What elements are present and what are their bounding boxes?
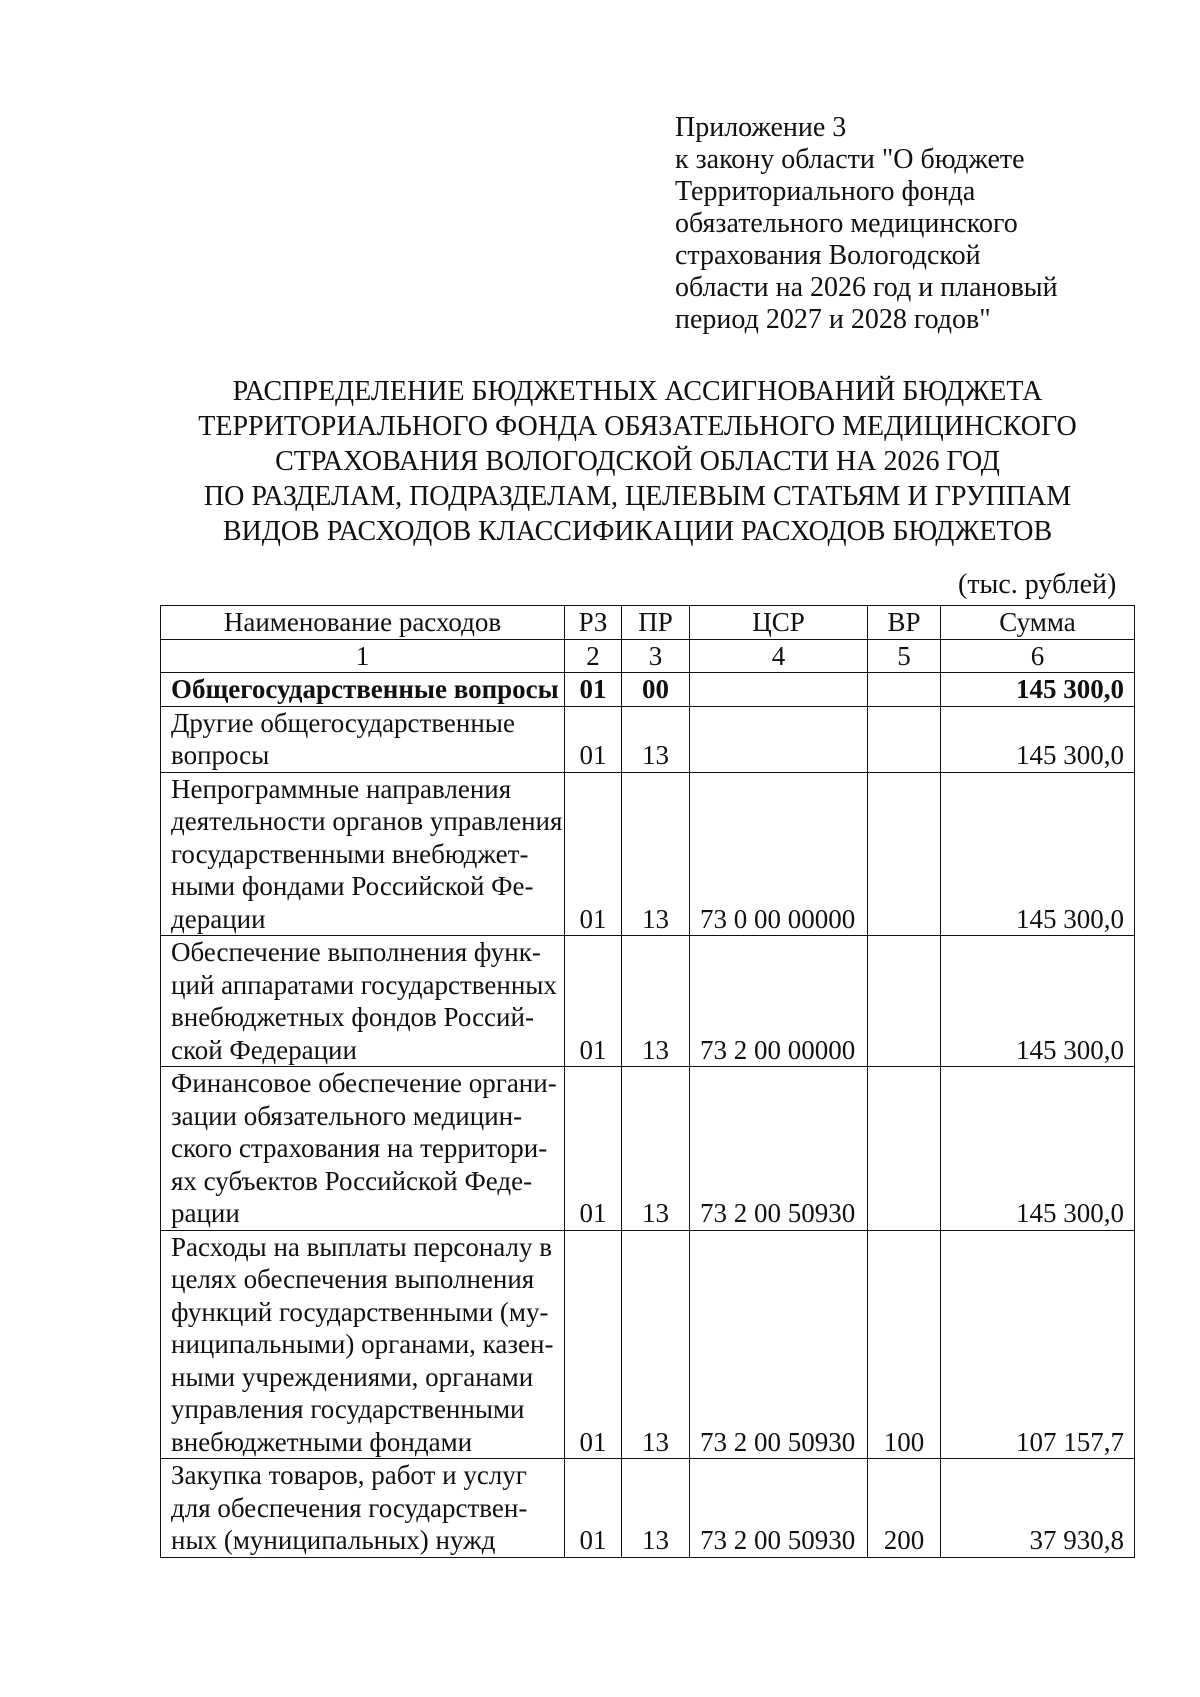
- row-vr: [868, 706, 941, 772]
- row-rz: 01: [565, 673, 622, 707]
- row-pr: 13: [622, 936, 690, 1067]
- row-csr: 73 0 00 00000: [690, 772, 868, 936]
- appendix-note: [675, 112, 1135, 336]
- header-pr: ПР: [622, 606, 690, 640]
- row-name-line: Общегосударственные вопросы: [171, 674, 559, 704]
- row-name-line: Другие общегосударственные: [171, 707, 515, 738]
- row-name-line: функций государственными (му-: [171, 1296, 549, 1327]
- budget-table: [160, 605, 1135, 1558]
- appendix-line: обязательного медицинского: [675, 208, 1018, 239]
- row-pr: 13: [622, 706, 690, 772]
- row-name-line: целях обеспечения выполнения: [171, 1264, 535, 1294]
- row-name-line: Обеспечение выполнения функ-: [171, 937, 541, 967]
- header-name: Наименование расходов: [161, 606, 565, 640]
- row-rz: 01: [565, 1459, 622, 1558]
- row-pr: 13: [622, 772, 690, 936]
- row-rz: 01: [565, 772, 622, 936]
- table-column-numbers-row: [161, 639, 1135, 673]
- table-row: [161, 1230, 1135, 1459]
- document-title: [150, 374, 1125, 549]
- title-line: СТРАХОВАНИЯ ВОЛОГОДСКОЙ ОБЛАСТИ НА 2026 ГОД: [275, 446, 1000, 477]
- row-sum: 145 300,0: [941, 1067, 1135, 1231]
- appendix-line: период 2027 и 2028 годов": [675, 304, 991, 335]
- column-number: 2: [565, 639, 622, 673]
- row-sum: 145 300,0: [941, 772, 1135, 936]
- row-name-line: деятельности органов управления: [171, 806, 563, 836]
- appendix-line: к закону области "О бюджете: [675, 144, 1025, 175]
- row-pr: 13: [622, 1230, 690, 1459]
- row-sum: 145 300,0: [941, 706, 1135, 772]
- row-name-line: Закупка товаров, работ и услуг: [171, 1460, 527, 1490]
- row-name-line: дерации: [171, 903, 266, 934]
- row-name-line: ными фондами Российской Фе-: [171, 871, 534, 901]
- row-pr: 13: [622, 1459, 690, 1558]
- table-header-row: [161, 606, 1135, 640]
- row-name-line: рации: [171, 1198, 240, 1228]
- header-vr: ВР: [868, 606, 941, 640]
- row-name-line: ского страхования на территори-: [171, 1133, 548, 1163]
- row-csr: [690, 673, 868, 707]
- row-vr: 100: [868, 1230, 941, 1459]
- header-rz: РЗ: [565, 606, 622, 640]
- column-number: 6: [941, 639, 1135, 673]
- table-row: [161, 936, 1135, 1067]
- row-vr: [868, 673, 941, 707]
- row-name: [161, 706, 565, 772]
- row-rz: 01: [565, 936, 622, 1067]
- appendix-line: Территориального фонда: [675, 176, 976, 207]
- title-line: ВИДОВ РАСХОДОВ КЛАССИФИКАЦИИ РАСХОДОВ БЮДЖЕТОВ: [222, 516, 1053, 547]
- units-label: (тыс. рублей): [958, 569, 1117, 600]
- row-name-line: управления государственными: [171, 1394, 525, 1424]
- column-number: 5: [868, 639, 941, 673]
- column-number: 3: [622, 639, 690, 673]
- row-name-line: ными учреждениями, органами: [171, 1361, 534, 1392]
- row-sum: 37 930,8: [941, 1459, 1135, 1558]
- row-name-line: ях субъектов Российской Феде-: [171, 1165, 533, 1196]
- row-name-line: Расходы на выплаты персоналу в: [171, 1231, 552, 1262]
- row-name: [161, 936, 565, 1067]
- row-name-line: ций аппаратами государственных: [171, 969, 557, 1000]
- row-sum: 145 300,0: [941, 673, 1135, 707]
- row-name-line: вопросы: [171, 740, 270, 770]
- row-pr: 13: [622, 1067, 690, 1231]
- row-name-line: ных (муниципальных) нужд: [171, 1525, 496, 1555]
- column-number: 1: [161, 639, 565, 673]
- row-name-line: внебюджетных фондов Россий-: [171, 1002, 534, 1032]
- row-vr: 200: [868, 1459, 941, 1558]
- appendix-line: области на 2026 год и плановый: [675, 272, 1058, 303]
- row-sum: 107 157,7: [941, 1230, 1135, 1459]
- row-name: [161, 1230, 565, 1459]
- row-rz: 01: [565, 1230, 622, 1459]
- row-csr: 73 2 00 50930: [690, 1459, 868, 1558]
- appendix-line: Приложение 3: [675, 112, 847, 143]
- title-line: ПО РАЗДЕЛАМ, ПОДРАЗДЕЛАМ, ЦЕЛЕВЫМ СТАТЬЯМ И ГРУППАМ: [203, 481, 1072, 512]
- row-name: [161, 1459, 565, 1558]
- header-sum: Сумма: [941, 606, 1135, 640]
- row-name: [161, 1067, 565, 1231]
- row-rz: 01: [565, 1067, 622, 1231]
- row-name-line: ниципальными) органами, казен-: [171, 1329, 554, 1359]
- row-name-line: внебюджетными фондами: [171, 1426, 473, 1457]
- row-csr: 73 2 00 50930: [690, 1067, 868, 1231]
- row-name: [161, 673, 565, 707]
- row-vr: [868, 772, 941, 936]
- table-row: [161, 1459, 1135, 1558]
- row-pr: 00: [622, 673, 690, 707]
- title-line: РАСПРЕДЕЛЕНИЕ БЮДЖЕТНЫХ АССИГНОВАНИЙ БЮДЖЕТА: [232, 376, 1043, 407]
- appendix-line: страхования Вологодской: [675, 240, 981, 271]
- row-csr: [690, 706, 868, 772]
- table-row: [161, 706, 1135, 772]
- row-name-line: Непрограммные направления: [171, 773, 512, 804]
- row-csr: 73 2 00 00000: [690, 936, 868, 1067]
- row-name-line: Финансовое обеспечение органи-: [171, 1068, 557, 1098]
- title-line: ТЕРРИТОРИАЛЬНОГО ФОНДА ОБЯЗАТЕЛЬНОГО МЕДИЦИНСКОГО: [198, 411, 1077, 442]
- row-name: [161, 772, 565, 936]
- row-name-line: зации обязательного медицин-: [171, 1100, 523, 1131]
- row-name-line: ской Федерации: [171, 1034, 357, 1065]
- row-name-line: для обеспечения государствен-: [171, 1492, 528, 1523]
- row-csr: 73 2 00 50930: [690, 1230, 868, 1459]
- row-sum: 145 300,0: [941, 936, 1135, 1067]
- table-row: [161, 673, 1135, 707]
- header-csr: ЦСР: [690, 606, 868, 640]
- row-rz: 01: [565, 706, 622, 772]
- table-row: [161, 772, 1135, 936]
- row-vr: [868, 936, 941, 1067]
- column-number: 4: [690, 639, 868, 673]
- row-vr: [868, 1067, 941, 1231]
- row-name-line: государственными внебюджет-: [171, 838, 529, 869]
- table-row: [161, 1067, 1135, 1231]
